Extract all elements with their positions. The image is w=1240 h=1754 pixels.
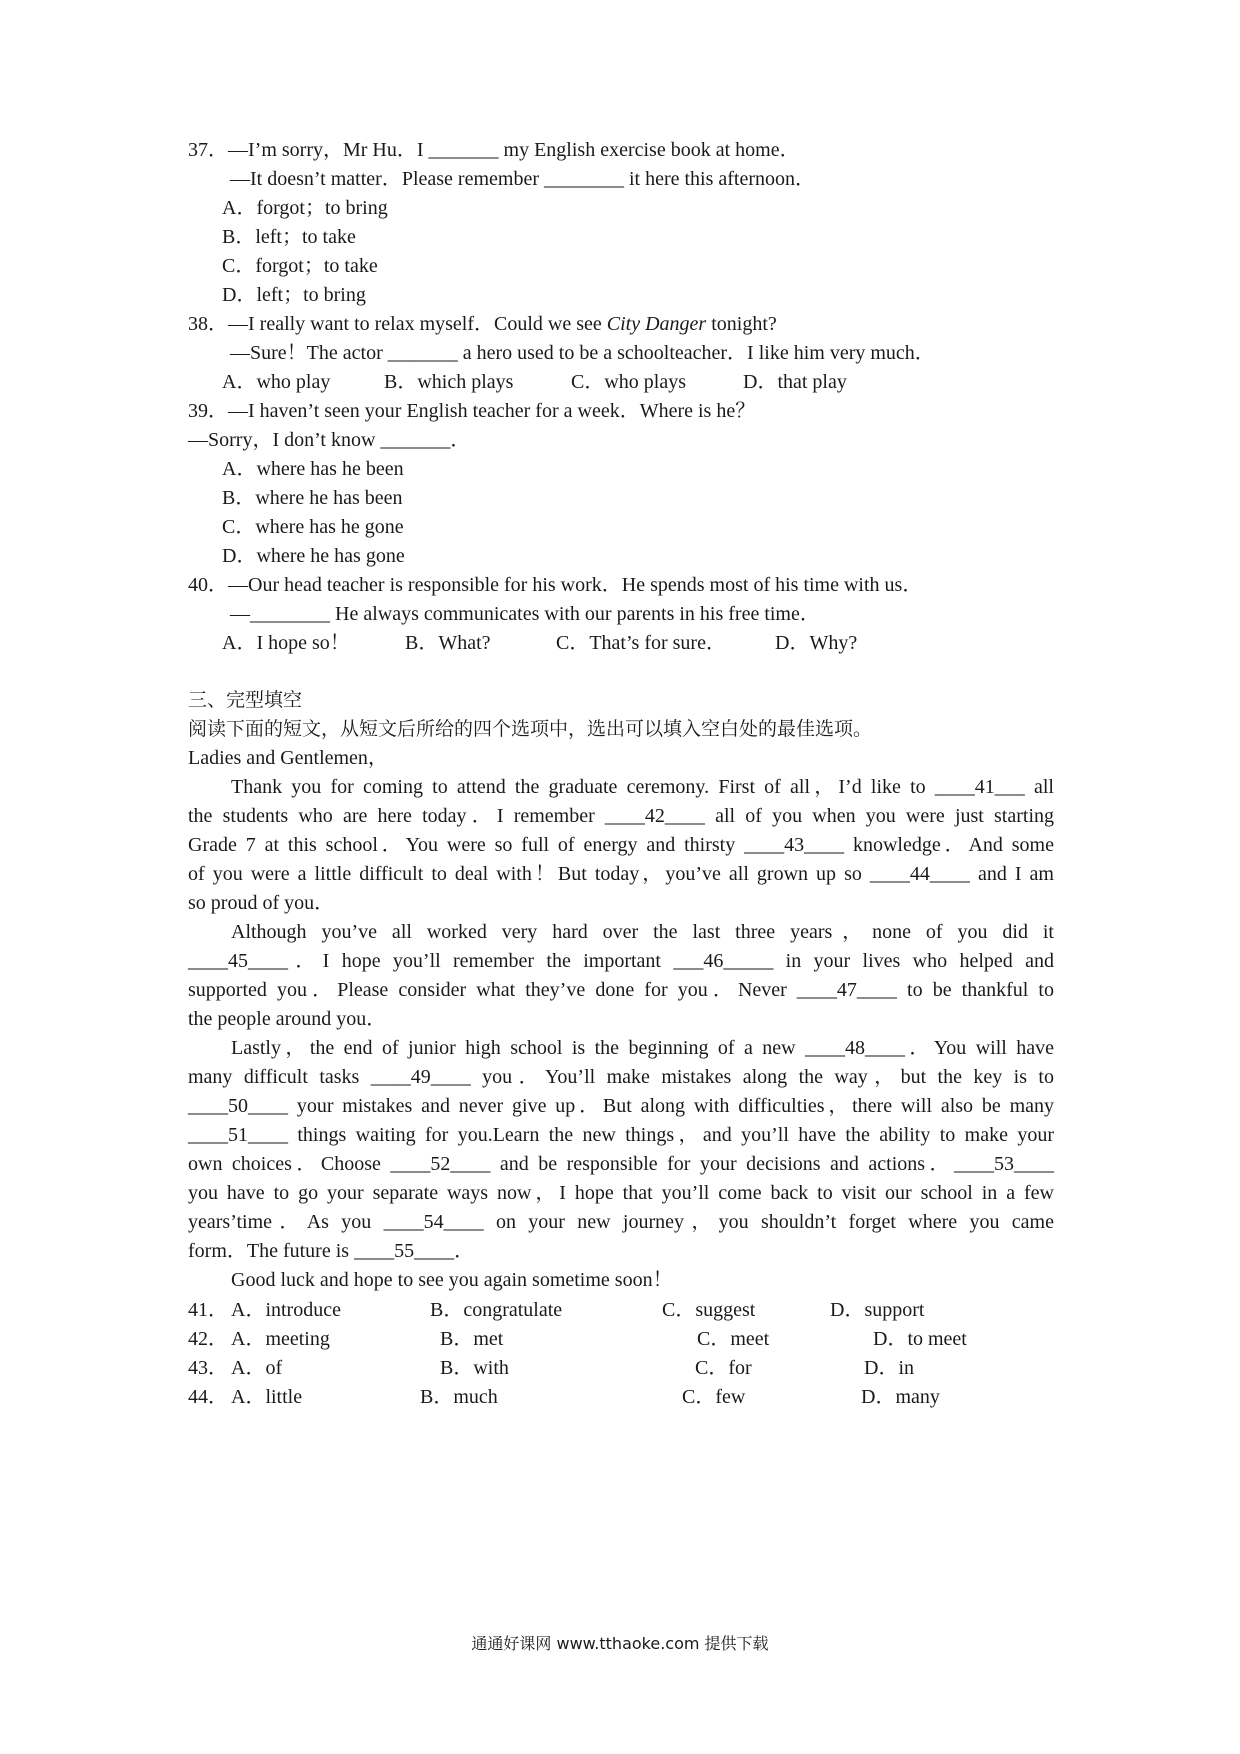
answer-option-a: A．meeting (231, 1328, 330, 1350)
q38-option-b: B．which plays (384, 371, 514, 393)
page-footer: 通通好课网 www.tthaoke.com 提供下载 (471, 1634, 769, 1653)
answer-option-c: C．for (695, 1357, 752, 1379)
passage-salutation: Ladies and Gentlemen， (188, 747, 388, 769)
q38-stem-post: tonight? (706, 313, 777, 335)
answer-option-c: C．meet (697, 1328, 770, 1350)
q37-line2: —It doesn’t matter．Please remember ________ it here this afternoon． (230, 168, 816, 190)
passage-line: of you were a little difficult to deal with！But today，you’ve all grown up so ____44____ and I am (188, 863, 1054, 885)
passage-line: the people around you． (188, 1008, 387, 1030)
passage-line: so proud of you． (188, 892, 335, 914)
section-instruction: 阅读下面的短文，从短文后所给的四个选项中，选出可以填入空白处的最佳选项。 (188, 718, 873, 740)
passage-line: own choices．Choose ____52____ and be responsible for your decisions and actions．____53____ (188, 1153, 1054, 1175)
passage-line: years’time．As you ____54____ on your new journey，you shouldn’t forget where you came (188, 1211, 1054, 1233)
answer-option-b: B．met (440, 1328, 504, 1350)
q37-option-b: B．left；to take (222, 226, 356, 248)
answer-option-a: A．little (231, 1386, 303, 1408)
q38-option-c: C．who plays (571, 371, 686, 393)
q38-option-a: A．who play (222, 371, 331, 393)
passage-line: Although you’ve all worked very hard over the last three years，none of you did it (231, 921, 1054, 943)
q37-option-a: A．forgot；to bring (222, 197, 388, 219)
q37-stem: 37．—I’m sorry，Mr Hu．I _______ my English exercise book at home． (188, 139, 800, 161)
passage-line: Thank you for coming to attend the graduate ceremony. First of all，I’d like to ____41___ all (231, 776, 1054, 798)
section-heading: 三、完型填空 (188, 689, 303, 711)
answer-option-a: A．of (231, 1357, 283, 1379)
answer-option-b: B．much (420, 1386, 498, 1408)
passage-line: you have to go your separate ways now，I hope that you’ll come back to visit our school in a few (188, 1182, 1054, 1204)
q40-option-a: A．I hope so！ (222, 632, 350, 654)
q39-option-a: A．where has he been (222, 458, 404, 480)
passage-line: form．The future is ____55____． (188, 1240, 475, 1262)
q40-line2: —________ He always communicates with our parents in his free time． (230, 603, 820, 625)
q39-option-c: C．where has he gone (222, 516, 404, 538)
q37-option-c: C．forgot；to take (222, 255, 378, 277)
q39-stem: 39．—I haven’t seen your English teacher for a week．Where is he？ (188, 400, 756, 422)
q40-stem: 40．—Our head teacher is responsible for his work．He spends most of his time with us． (188, 574, 923, 596)
passage-closing: Good luck and hope to see you again sometime soon！ (231, 1269, 673, 1291)
q38-stem (188, 312, 777, 336)
answer-option-b: B．congratulate (430, 1299, 563, 1321)
q37-option-d: D．left；to bring (222, 284, 366, 306)
answer-option-c: C．suggest (662, 1299, 756, 1321)
q38-stem-pre: 38．—I really want to relax myself．Could we see (188, 313, 607, 335)
q40-option-c: C．That’s for sure． (556, 632, 726, 654)
passage-line: many difficult tasks ____49____ you．You’ll make mistakes along the way，but the key is to (188, 1066, 1054, 1088)
q39-line2: —Sorry，I don’t know _______． (188, 429, 471, 451)
q40-option-d: D．Why? (775, 632, 858, 654)
passage-line: the students who are here today．I remember ____42____ all of you when you were just starting (188, 805, 1054, 827)
passage-line: ____45____．I hope you’ll remember the important ___46_____ in your lives who helped and (188, 950, 1054, 972)
q40-option-b: B．What? (405, 632, 491, 654)
answer-number: 41． (188, 1299, 228, 1321)
answer-option-d: D．to meet (873, 1328, 967, 1350)
passage-line: ____50____ your mistakes and never give up．But along with difficulties，there will also be many (188, 1095, 1054, 1117)
answer-number: 42． (188, 1328, 228, 1350)
answer-option-d: D．many (861, 1386, 940, 1408)
answer-number: 43． (188, 1357, 228, 1379)
answer-option-c: C．few (682, 1386, 746, 1408)
passage-line: Grade 7 at this school．You were so full of energy and thirsty ____43____ knowledge．And some (188, 834, 1054, 856)
answer-option-b: B．with (440, 1357, 509, 1379)
passage-line: ____51____ things waiting for you.Learn the new things，and you’ll have the ability to make your (188, 1124, 1054, 1146)
passage-line: Lastly，the end of junior high school is the beginning of a new ____48____．You will have (231, 1037, 1054, 1059)
answer-option-a: A．introduce (231, 1299, 341, 1321)
q39-option-b: B．where he has been (222, 487, 403, 509)
answer-option-d: D．in (864, 1357, 914, 1379)
answer-option-d: D．support (830, 1299, 925, 1321)
answer-number: 44． (188, 1386, 228, 1408)
q38-option-d: D．that play (743, 371, 847, 393)
passage-line: supported you．Please consider what they’ve done for you．Never ____47____ to be thankful to (188, 979, 1054, 1001)
q38-movie-title: City Danger (606, 313, 707, 335)
q38-line2: —Sure！The actor _______ a hero used to be a schoolteacher．I like him very much． (230, 342, 935, 364)
q39-option-d: D．where he has gone (222, 545, 405, 567)
